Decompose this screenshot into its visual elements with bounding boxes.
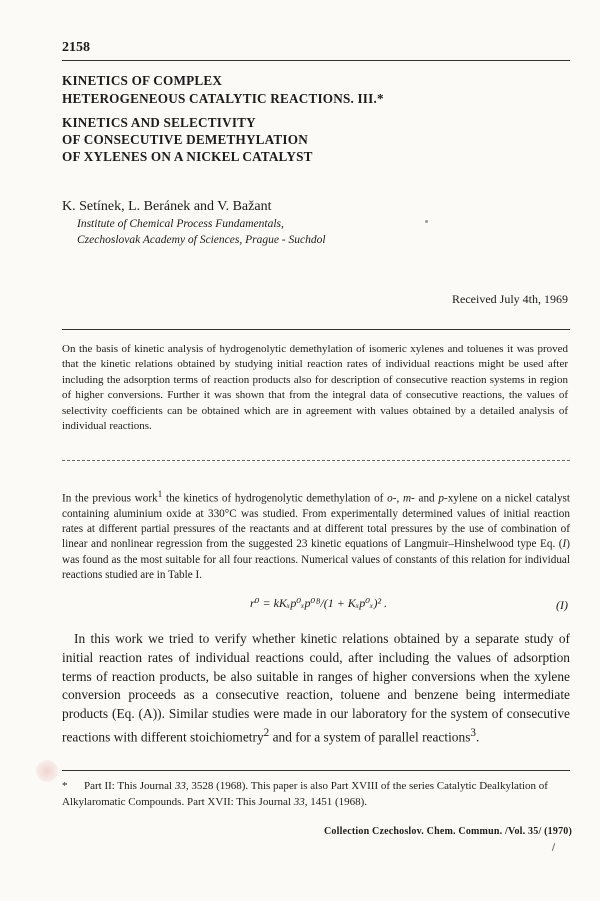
footnote-text-1: Part II: This Journal — [84, 780, 175, 792]
author-bazant: V. Bažant — [217, 199, 272, 214]
author-beranek: L. Beránek — [128, 199, 191, 214]
author-joiner: and — [193, 199, 215, 214]
reference-marker-2: 2 — [263, 726, 270, 739]
subtitle-line-1: KINETICS AND SELECTIVITY — [62, 115, 256, 130]
intro-paragraph — [62, 488, 570, 583]
intro-text-1: In the previous work — [62, 492, 158, 505]
intro-text-3: xylene on a nickel catalyst containing aluminium oxide at 330°C was studied. From experimentally determined values of initial reaction rates at different partial pressures of the reactants and at different total pressures by the use of combination of linear and nonlinear regression from the suggested 23 kinetic equations of Langmuir–Hinshelwood type Eq. ( — [62, 492, 571, 551]
rate-equation: r⁰ = kKₓp⁰ₓp⁰ᴮ/(1 + Kₓp⁰ₓ)² . — [250, 596, 388, 610]
body-text-2: and for a system of parallel reactions — [269, 729, 471, 745]
abstract: On the basis of kinetic analysis of hydrogenolytic demethylation of isomeric xylenes and toluenes it was proved that the kinetic relations obtained by studying initial reaction rates of individual reactions might be used after including the adsorption terms of reaction products also for description of consecutive reaction systems in region of higher conversions. Further it was shown that from the integral data of consecutive reactions, the values of selectivity coefficients can be obtained which are in agreement with values obtained by a detailed analysis of individual reactions. — [62, 343, 568, 433]
journal-reference: Collection Czechoslov. Chem. Commun. /Vol. 35/ (1970) — [324, 826, 572, 837]
body-text-3: . — [475, 729, 480, 745]
subtitle-line-2: OF CONSECUTIVE DEMETHYLATION — [62, 132, 308, 147]
paper-stain — [36, 760, 58, 782]
para-prefix: p- — [438, 492, 448, 505]
affiliation-line-2: Czechoslovak Academy of Sciences, Prague - Suchdol — [77, 234, 326, 246]
footnote — [62, 779, 570, 810]
ortho-prefix: o- — [387, 492, 397, 505]
equation-ref: I — [562, 538, 567, 551]
equation-label: (I) — [556, 598, 568, 612]
footnote-rule — [62, 770, 570, 771]
subtitle-line-3: OF XYLENES ON A NICKEL CATALYST — [62, 149, 313, 164]
intro-text-4: ) was found as the most suitable for all four reactions. Numerical values of constants of this relation for individual reactions studied are in Table I. — [62, 538, 570, 581]
footnote-text-3: , 1451 (1968). — [304, 795, 368, 808]
footnote-volume-1: 33 — [174, 780, 186, 792]
meta-prefix: m- — [402, 492, 415, 505]
title-line-2: HETEROGENEOUS CATALYTIC REACTIONS. III.* — [62, 91, 384, 106]
author-list: K. Setínek, L. Beránek and V. Bažant — [62, 199, 272, 214]
intro-and: and — [414, 492, 439, 505]
body-paragraph — [62, 630, 570, 747]
pen-mark — [552, 843, 555, 851]
footnote-star: * — [62, 780, 68, 792]
footnote-text-2: , 3528 (1968). This paper is also Part XVIII of the series Catalytic Dealkylation of Alkylaromatic Compounds. Part XVII: This Journal — [62, 780, 548, 808]
header-rule — [62, 60, 570, 61]
author-setinek: K. Setínek — [62, 199, 122, 214]
title-line-1: KINETICS OF COMPLEX — [62, 73, 223, 88]
paper-speck — [425, 220, 428, 223]
abstract-bottom-rule — [62, 460, 570, 461]
page-number: 2158 — [62, 40, 90, 55]
abstract-top-rule — [62, 329, 570, 330]
footnote-volume-2: 33 — [293, 795, 305, 808]
received-date: Received July 4th, 1969 — [452, 292, 568, 306]
reference-marker: 1 — [157, 490, 163, 500]
reference-marker-3: 3 — [470, 726, 476, 739]
affiliation-line-1: Institute of Chemical Process Fundamentals, — [77, 218, 284, 230]
body-text-1: In this work we tried to verify whether kinetic relations obtained by a separate study of initial reaction rates of individual reactions could, after including the values of adsorption terms of reaction products, be also suitable in ranges of higher conversions when the xylene conversion proceeds as a consecutive reaction, toluene and benzene being intermediate products (Eq. (A)). Similar studies were made in our laboratory for the system of consecutive reactions with different stoichiometry — [62, 631, 570, 745]
intro-text-2: the kinetics of hydrogenolytic demethylation of — [162, 492, 388, 505]
intro-comma: , — [396, 492, 403, 505]
